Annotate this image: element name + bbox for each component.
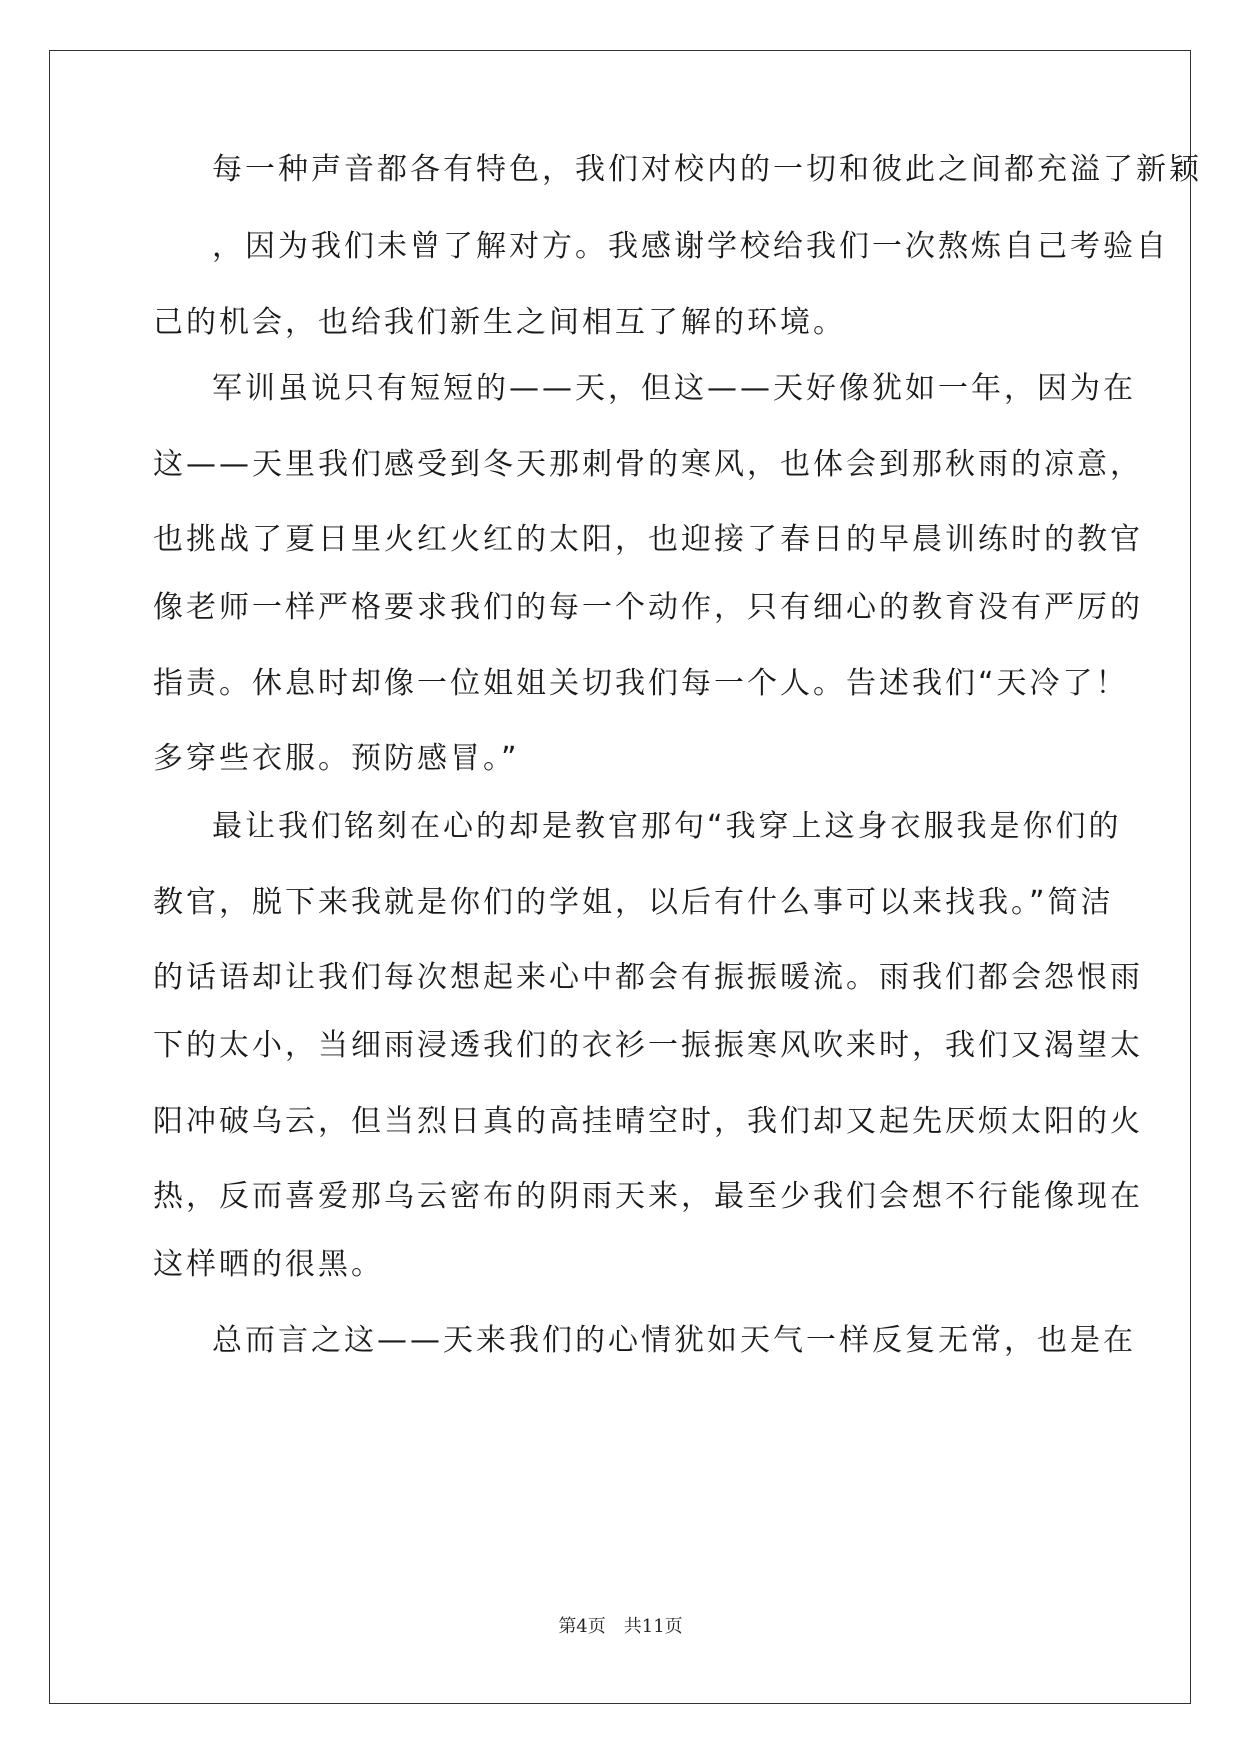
text-line-3: 己的机会，也给我们新生之间相互了解的环境。 <box>153 305 846 340</box>
page-border <box>49 50 1202 1704</box>
text-line-7: 像老师一样严格要求我们的每一个动作，只有细心的教育没有严厉的 <box>153 590 1143 625</box>
text-line-8: 指责。休息时却像一位姐姐关切我们每一个人。告述我们“天冷了！ <box>153 666 1129 701</box>
text-line-11: 教官，脱下来我就是你们的学姐，以后有什么事可以来找我。”简洁 <box>153 885 1114 920</box>
text-line-9: 多穿些衣服。预防感冒。” <box>153 741 520 776</box>
text-line-4: 军训虽说只有短短的——天，但这——天好像犹如一年，因为在 <box>212 371 1136 406</box>
text-line-13: 下的太小，当细雨浸透我们的衣衫一振振寒风吹来时，我们又渴望太 <box>153 1028 1143 1063</box>
text-line-2: ，因为我们未曾了解对方。我感谢学校给我们一次熬炼自己考验自 <box>212 229 1169 264</box>
text-line-12: 的话语却让我们每次想起来心中都会有振振暖流。雨我们都会怨恨雨 <box>153 960 1143 995</box>
text-line-1: 每一种声音都各有特色，我们对校内的一切和彼此之间都充溢了新颖 <box>212 152 1202 187</box>
text-line-14: 阳冲破乌云，但当烈日真的高挂晴空时，我们却又起先厌烦太阳的火 <box>153 1104 1143 1139</box>
text-line-17: 总而言之这——天来我们的心情犹如天气一样反复无常，也是在 <box>212 1323 1136 1358</box>
text-line-10: 最让我们铭刻在心的却是教官那句“我穿上这身衣服我是你们的 <box>212 809 1122 844</box>
text-line-15: 热，反而喜爱那乌云密布的阴雨天来，最至少我们会想不行能像现在 <box>153 1179 1143 1214</box>
text-line-16: 这样晒的很黑。 <box>153 1247 384 1282</box>
page-number: 第4页 共11页 <box>558 1616 683 1637</box>
text-line-6: 也挑战了夏日里火红火红的太阳，也迎接了春日的早晨训练时的教官 <box>153 522 1143 557</box>
text-line-5: 这——天里我们感受到冬天那刺骨的寒风，也体会到那秋雨的凉意， <box>153 447 1143 482</box>
